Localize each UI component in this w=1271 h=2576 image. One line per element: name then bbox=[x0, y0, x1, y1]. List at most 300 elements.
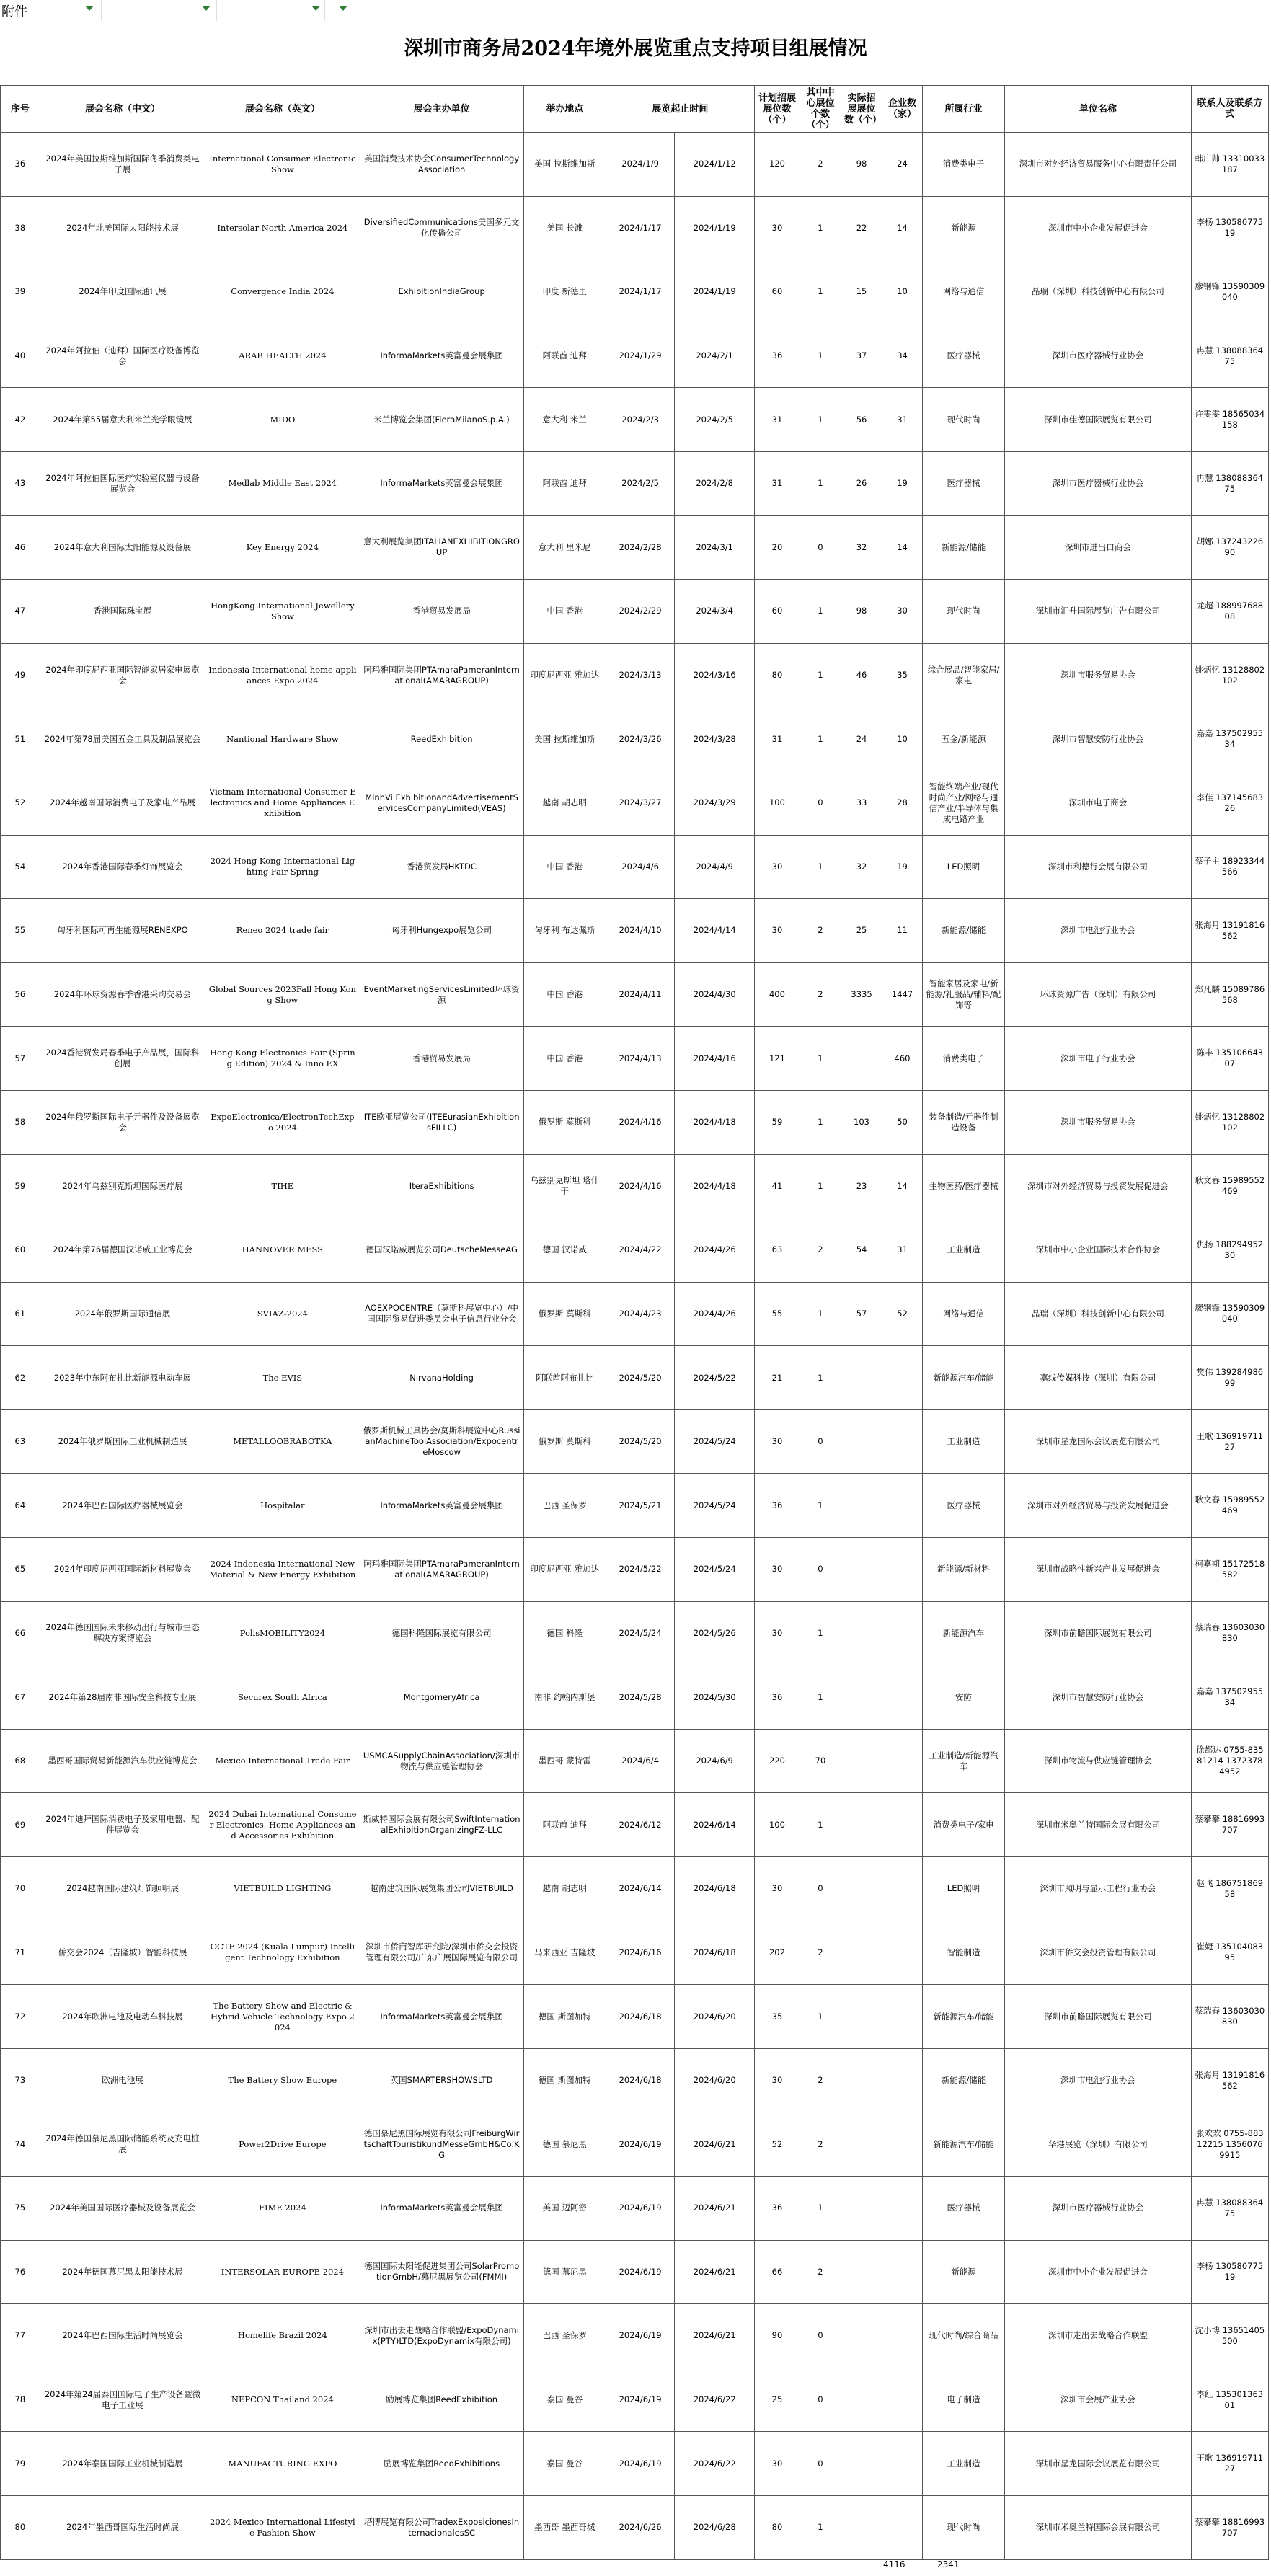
cell-contact: 冉慧 13808836475 bbox=[1191, 324, 1268, 388]
cell-en: Power2Drive Europe bbox=[205, 2112, 360, 2177]
cell-org: 匈牙利Hungexpo展览公司 bbox=[360, 899, 523, 963]
cell-firms: 24 bbox=[882, 133, 923, 197]
cell-industry: 安防 bbox=[922, 1665, 1004, 1730]
cell-plan: 31 bbox=[755, 707, 800, 771]
cell-place: 意大利 里米尼 bbox=[523, 515, 606, 580]
table-row bbox=[1, 515, 1269, 580]
cell-cn: 香港国际珠宝展 bbox=[40, 580, 205, 644]
cell-cn: 2024年第55届意大利米兰光学眼镜展 bbox=[40, 388, 205, 452]
cell-center: 1 bbox=[800, 451, 841, 515]
cell-no: 61 bbox=[1, 1282, 40, 1346]
cell-firms bbox=[882, 2177, 923, 2241]
cell-no: 60 bbox=[1, 1218, 40, 1283]
cell-plan: 30 bbox=[755, 899, 800, 963]
cell-contact: 李杨 13058077519 bbox=[1191, 196, 1268, 260]
cell-unit: 华港展览（深圳）有限公司 bbox=[1005, 2112, 1192, 2177]
cell-contact: 崔婕 13510408395 bbox=[1191, 1921, 1268, 1985]
cell-center: 2 bbox=[800, 2048, 841, 2112]
cell-unit: 深圳市前瞻国际展览有限公司 bbox=[1005, 1985, 1192, 2049]
cell-org: USMCASupplyChainAssociation/深圳市物流与供应链管理协会 bbox=[360, 1729, 523, 1793]
cell-contact: 胡娜 13724322690 bbox=[1191, 515, 1268, 580]
cell-place: 阿联酋 迪拜 bbox=[523, 451, 606, 515]
cell-unit: 深圳市汇升国际展览广告有限公司 bbox=[1005, 580, 1192, 644]
cell-industry: 生物医药/医疗器械 bbox=[922, 1154, 1004, 1218]
cell-org: 阿玛雅国际集团PTAmaraPameranInternational(AMARAGROUP) bbox=[360, 643, 523, 707]
cell-firms bbox=[882, 1921, 923, 1985]
cell-plan: 36 bbox=[755, 1474, 800, 1538]
cell-firms: 14 bbox=[882, 196, 923, 260]
cell-unit: 深圳市电池行业协会 bbox=[1005, 2048, 1192, 2112]
cell-no: 63 bbox=[1, 1409, 40, 1474]
cell-org: 米兰博览会集团(FieraMilanoS.p.A.) bbox=[360, 388, 523, 452]
cell-place: 德国 科隆 bbox=[523, 1601, 606, 1665]
table-row bbox=[1, 1921, 1269, 1985]
cell-firms bbox=[882, 1729, 923, 1793]
cell-org: EventMarketingServicesLimited环球资源 bbox=[360, 962, 523, 1027]
cell-unit: 晶瑞（深圳）科技创新中心有限公司 bbox=[1005, 1282, 1192, 1346]
cell-cn: 2024年墨西哥国际生活时尚展 bbox=[40, 2495, 205, 2559]
cell-end: 2024/6/20 bbox=[675, 2048, 755, 2112]
cell-place: 匈牙利 布达佩斯 bbox=[523, 899, 606, 963]
cell-start: 2024/4/16 bbox=[606, 1154, 675, 1218]
cell-cn: 2024年泰国国际工业机械制造展 bbox=[40, 2432, 205, 2496]
cell-no: 58 bbox=[1, 1090, 40, 1154]
cell-org: 励展博览集团ReedExhibitions bbox=[360, 2432, 523, 2496]
cell-end: 2024/3/29 bbox=[675, 771, 755, 835]
cell-firms: 31 bbox=[882, 1218, 923, 1283]
cell-place: 巴西 圣保罗 bbox=[523, 2304, 606, 2368]
cell-firms bbox=[882, 1857, 923, 1921]
cell-cn: 2024年第24届泰国国际电子生产设备暨微电子工业展 bbox=[40, 2368, 205, 2432]
cell-no: 78 bbox=[1, 2368, 40, 2432]
cell-org: DiversifiedCommunications美国多元文化传播公司 bbox=[360, 196, 523, 260]
cell-firms bbox=[882, 2432, 923, 2496]
cell-start: 2024/1/9 bbox=[606, 133, 675, 197]
table-row bbox=[1, 580, 1269, 644]
cell-start: 2024/6/18 bbox=[606, 1985, 675, 2049]
cell-place: 南非 约翰内斯堡 bbox=[523, 1665, 606, 1730]
cell-unit: 深圳市佳德国际展览有限公司 bbox=[1005, 388, 1192, 452]
cell-start: 2024/5/22 bbox=[606, 1538, 675, 1602]
cell-cn: 2024年环球资源春季香港采购交易会 bbox=[40, 962, 205, 1027]
cell-place: 美国 拉斯维加斯 bbox=[523, 707, 606, 771]
cell-plan: 30 bbox=[755, 2432, 800, 2496]
cell-cn: 2024年欧洲电池及电动车科技展 bbox=[40, 1985, 205, 2049]
cell-no: 71 bbox=[1, 1921, 40, 1985]
cell-start: 2024/6/19 bbox=[606, 2177, 675, 2241]
table-row bbox=[1, 1409, 1269, 1474]
cell-no: 69 bbox=[1, 1793, 40, 1857]
cell-en: METALLOOBRABOTKA bbox=[205, 1409, 360, 1474]
cell-plan: 66 bbox=[755, 2240, 800, 2304]
cell-end: 2024/4/14 bbox=[675, 899, 755, 963]
cell-firms bbox=[882, 1474, 923, 1538]
cell-firms bbox=[882, 2240, 923, 2304]
table-row bbox=[1, 1793, 1269, 1857]
cell-no: 74 bbox=[1, 2112, 40, 2177]
cell-org: IteraExhibitions bbox=[360, 1154, 523, 1218]
cell-unit: 深圳市服务贸易协会 bbox=[1005, 1090, 1192, 1154]
cell-unit: 深圳市会展产业协会 bbox=[1005, 2368, 1192, 2432]
cell-actual: 25 bbox=[841, 899, 882, 963]
cell-end: 2024/6/20 bbox=[675, 1985, 755, 2049]
cell-cn: 2024年德国慕尼黑国际储能系统及充电桩展 bbox=[40, 2112, 205, 2177]
cell-firms bbox=[882, 2112, 923, 2177]
cell-actual: 22 bbox=[841, 196, 882, 260]
cell-plan: 25 bbox=[755, 2368, 800, 2432]
cell-plan: 30 bbox=[755, 2048, 800, 2112]
cell-actual bbox=[841, 1921, 882, 1985]
cell-cn: 2024年美国拉斯维加斯国际冬季消费类电子展 bbox=[40, 133, 205, 197]
cell-contact: 张欢欢 0755-88312215 13560769915 bbox=[1191, 2112, 1268, 2177]
cell-no: 36 bbox=[1, 133, 40, 197]
cell-unit: 深圳市米奥兰特国际会展有限公司 bbox=[1005, 2495, 1192, 2559]
cell-start: 2024/4/23 bbox=[606, 1282, 675, 1346]
cell-industry: 消费类电子/家电 bbox=[922, 1793, 1004, 1857]
cell-no: 57 bbox=[1, 1027, 40, 1091]
cell-en: 2024 Dubai International Consumer Electronics, Home Appliances and Accessories Exhibition bbox=[205, 1793, 360, 1857]
cell-industry: 医疗器械 bbox=[922, 451, 1004, 515]
table-row bbox=[1, 1154, 1269, 1218]
cell-unit: 嘉线传媒科技（深圳）有限公司 bbox=[1005, 1346, 1192, 1410]
cell-org: InformaMarkets英富曼会展集团 bbox=[360, 451, 523, 515]
table-row bbox=[1, 1665, 1269, 1730]
cell-firms: 31 bbox=[882, 388, 923, 452]
cell-firms: 52 bbox=[882, 1282, 923, 1346]
cell-en: PolisMOBILITY2024 bbox=[205, 1601, 360, 1665]
cell-org: 阿玛雅国际集团PTAmaraPameranInternational(AMARAGROUP) bbox=[360, 1538, 523, 1602]
cell-place: 德国 汉诺威 bbox=[523, 1218, 606, 1283]
cell-actual: 15 bbox=[841, 260, 882, 324]
cell-industry: 现代时尚/综合商品 bbox=[922, 2304, 1004, 2368]
cell-no: 42 bbox=[1, 388, 40, 452]
table-row bbox=[1, 1346, 1269, 1410]
filter-dropdown-icon[interactable] bbox=[311, 6, 320, 11]
cell-actual: 98 bbox=[841, 133, 882, 197]
cell-cn: 2024年印度尼西亚国际新材料展览会 bbox=[40, 1538, 205, 1602]
cell-contact: 蔡子主 18923344566 bbox=[1191, 835, 1268, 899]
page-title: 深圳市商务局2024年境外展览重点支持项目组展情况 bbox=[404, 37, 867, 60]
cell-cn: 2024年迪拜国际消费电子及家用电器、配件展览会 bbox=[40, 1793, 205, 1857]
cell-end: 2024/5/30 bbox=[675, 1665, 755, 1730]
cell-contact: 许雯雯 18565034158 bbox=[1191, 388, 1268, 452]
cell-no: 38 bbox=[1, 196, 40, 260]
cell-actual: 32 bbox=[841, 835, 882, 899]
cell-en: Global Sources 2023Fall Hong Kong Show bbox=[205, 962, 360, 1027]
cell-unit: 深圳市侨交会投资管理有限公司 bbox=[1005, 1921, 1192, 1985]
cell-plan: 202 bbox=[755, 1921, 800, 1985]
cell-contact: 冉慧 13808836475 bbox=[1191, 451, 1268, 515]
cell-start: 2024/6/19 bbox=[606, 2432, 675, 2496]
cell-center: 1 bbox=[800, 2495, 841, 2559]
table-row bbox=[1, 1218, 1269, 1283]
cell-cn: 2024年俄罗斯国际工业机械制造展 bbox=[40, 1409, 205, 1474]
cell-no: 56 bbox=[1, 962, 40, 1027]
cell-cn: 2024年阿拉伯（迪拜）国际医疗设备博览会 bbox=[40, 324, 205, 388]
table-row bbox=[1, 643, 1269, 707]
cell-start: 2024/1/29 bbox=[606, 324, 675, 388]
cell-no: 70 bbox=[1, 1857, 40, 1921]
cell-firms: 1447 bbox=[882, 962, 923, 1027]
cell-start: 2024/2/5 bbox=[606, 451, 675, 515]
cell-firms: 19 bbox=[882, 835, 923, 899]
cell-end: 2024/2/8 bbox=[675, 451, 755, 515]
cell-cn: 2024年巴西国际医疗器械展览会 bbox=[40, 1474, 205, 1538]
cell-plan: 30 bbox=[755, 835, 800, 899]
cell-center: 1 bbox=[800, 1793, 841, 1857]
cell-start: 2024/6/19 bbox=[606, 2304, 675, 2368]
cell-actual: 33 bbox=[841, 771, 882, 835]
cell-org: InformaMarkets英富曼会展集团 bbox=[360, 324, 523, 388]
cell-cn: 2024年意大利国际太阳能源及设备展 bbox=[40, 515, 205, 580]
cell-actual bbox=[841, 2048, 882, 2112]
cell-industry: 消费类电子 bbox=[922, 1027, 1004, 1091]
cell-start: 2024/6/26 bbox=[606, 2495, 675, 2559]
cell-cn: 2024年阿拉伯国际医疗实验室仪器与设备展览会 bbox=[40, 451, 205, 515]
table-row bbox=[1, 1027, 1269, 1091]
cell-plan: 36 bbox=[755, 324, 800, 388]
cell-industry: 工业制造 bbox=[922, 1218, 1004, 1283]
cell-unit: 深圳市电池行业协会 bbox=[1005, 899, 1192, 963]
cell-start: 2024/6/16 bbox=[606, 1921, 675, 1985]
header-cell-b[interactable] bbox=[101, 0, 217, 21]
cell-en: Medlab Middle East 2024 bbox=[205, 451, 360, 515]
cell-cn: 2024年德国慕尼黑太阳能技术展 bbox=[40, 2240, 205, 2304]
cell-place: 德国 斯图加特 bbox=[523, 1985, 606, 2049]
cell-unit: 深圳市星龙国际会议展览有限公司 bbox=[1005, 1409, 1192, 1474]
cell-center: 0 bbox=[800, 2368, 841, 2432]
cell-actual: 57 bbox=[841, 1282, 882, 1346]
cell-en: The EVIS bbox=[205, 1346, 360, 1410]
cell-start: 2024/3/26 bbox=[606, 707, 675, 771]
cell-org: 德国国际太阳能促进集团公司SolarPromotionGmbH/慕尼黑展览公司(FMMI) bbox=[360, 2240, 523, 2304]
cell-actual bbox=[841, 2304, 882, 2368]
cell-industry: LED照明 bbox=[922, 835, 1004, 899]
cell-org: 深圳市侨商智库研究院/深圳市侨交会投资管理有限公司/广东广展国际展览有限公司 bbox=[360, 1921, 523, 1985]
cell-place: 乌兹别克斯坦 塔什干 bbox=[523, 1154, 606, 1218]
cell-firms: 14 bbox=[882, 515, 923, 580]
header-cell-c[interactable] bbox=[216, 0, 325, 21]
table-row bbox=[1, 1601, 1269, 1665]
cell-start: 2024/4/10 bbox=[606, 899, 675, 963]
cell-start: 2024/5/20 bbox=[606, 1346, 675, 1410]
cell-plan: 30 bbox=[755, 196, 800, 260]
cell-plan: 36 bbox=[755, 1665, 800, 1730]
cell-contact: 李杨 13058077519 bbox=[1191, 2240, 1268, 2304]
header-cell-a[interactable] bbox=[0, 0, 102, 21]
cell-en: Indonesia International home appliances Expo 2024 bbox=[205, 643, 360, 707]
table-row bbox=[1, 1282, 1269, 1346]
cell-contact: 沈小博 13651405500 bbox=[1191, 2304, 1268, 2368]
cell-no: 49 bbox=[1, 643, 40, 707]
cell-unit: 深圳市星龙国际会议展览有限公司 bbox=[1005, 2432, 1192, 2496]
cell-industry: 新能源/储能 bbox=[922, 2048, 1004, 2112]
cell-place: 中国 香港 bbox=[523, 835, 606, 899]
cell-start: 2024/5/20 bbox=[606, 1409, 675, 1474]
cell-cn: 2024年德国国际未来移动出行与城市生态解决方案博览会 bbox=[40, 1601, 205, 1665]
table-row bbox=[1, 835, 1269, 899]
cell-en: Convergence India 2024 bbox=[205, 260, 360, 324]
table-row bbox=[1, 2240, 1269, 2304]
table-row bbox=[1, 1857, 1269, 1921]
cell-end: 2024/4/26 bbox=[675, 1282, 755, 1346]
cell-plan: 60 bbox=[755, 260, 800, 324]
cell-center: 0 bbox=[800, 2304, 841, 2368]
cell-industry: 现代时尚 bbox=[922, 2495, 1004, 2559]
cell-no: 46 bbox=[1, 515, 40, 580]
cell-center: 1 bbox=[800, 707, 841, 771]
cell-cn: 2024年印度国际通讯展 bbox=[40, 260, 205, 324]
cell-firms: 460 bbox=[882, 1027, 923, 1091]
cell-firms: 10 bbox=[882, 260, 923, 324]
cell-firms bbox=[882, 2495, 923, 2559]
cell-unit: 深圳市电子行业协会 bbox=[1005, 1027, 1192, 1091]
cell-industry: 新能源/储能 bbox=[922, 515, 1004, 580]
cell-industry: 智能终端产业/现代时尚产业/网络与通信产业/半导体与集成电路产业 bbox=[922, 771, 1004, 835]
cell-start: 2024/2/28 bbox=[606, 515, 675, 580]
cell-center: 1 bbox=[800, 643, 841, 707]
cell-plan: 90 bbox=[755, 2304, 800, 2368]
cell-en: 2024 Indonesia International New Material & New Energy Exhibition bbox=[205, 1538, 360, 1602]
cell-center: 2 bbox=[800, 899, 841, 963]
cell-org: 香港贸发局HKTDC bbox=[360, 835, 523, 899]
cell-industry: 现代时尚 bbox=[922, 388, 1004, 452]
cell-industry: 新能源汽车/储能 bbox=[922, 2112, 1004, 2177]
cell-en: Vietnam International Consumer Electronics and Home Appliances Exhibition bbox=[205, 771, 360, 835]
cell-no: 75 bbox=[1, 2177, 40, 2241]
cell-unit: 深圳市智慧安防行业协会 bbox=[1005, 707, 1192, 771]
cell-industry: 新能源汽车/储能 bbox=[922, 1346, 1004, 1410]
cell-org: ExhibitionIndiaGroup bbox=[360, 260, 523, 324]
cell-start: 2024/3/27 bbox=[606, 771, 675, 835]
filter-dropdown-icon[interactable] bbox=[85, 6, 94, 11]
cell-unit: 晶瑞（深圳）科技创新中心有限公司 bbox=[1005, 260, 1192, 324]
cell-start: 2024/2/3 bbox=[606, 388, 675, 452]
cell-unit: 深圳市对外经济贸易与投资发展促进会 bbox=[1005, 1154, 1192, 1218]
cell-org: 德国科隆国际展览有限公司 bbox=[360, 1601, 523, 1665]
cell-en: FIME 2024 bbox=[205, 2177, 360, 2241]
cell-end: 2024/3/1 bbox=[675, 515, 755, 580]
cell-place: 越南 胡志明 bbox=[523, 1857, 606, 1921]
cell-center: 1 bbox=[800, 835, 841, 899]
cell-en: INTERSOLAR EUROPE 2024 bbox=[205, 2240, 360, 2304]
cell-actual bbox=[841, 1985, 882, 2049]
cell-firms bbox=[882, 1538, 923, 1602]
cell-org: 美国消费技术协会ConsumerTechnologyAssociation bbox=[360, 133, 523, 197]
table-row bbox=[1, 2368, 1269, 2432]
cell-center: 2 bbox=[800, 1218, 841, 1283]
column-header: 单位名称 bbox=[1005, 86, 1192, 133]
cell-en: The Battery Show Europe bbox=[205, 2048, 360, 2112]
cell-start: 2024/4/6 bbox=[606, 835, 675, 899]
filter-dropdown-icon[interactable] bbox=[339, 6, 347, 11]
cell-org: 俄罗斯机械工具协会/莫斯科展览中心RussianMachineToolAssociation/ExpocentreMoscow bbox=[360, 1409, 523, 1474]
cell-plan: 30 bbox=[755, 1601, 800, 1665]
header-cell-d[interactable] bbox=[324, 0, 440, 21]
cell-en: The Battery Show and Electric & Hybrid Vehicle Technology Expo 2024 bbox=[205, 1985, 360, 2049]
cell-place: 中国 香港 bbox=[523, 1027, 606, 1091]
cell-industry: 新能源汽车 bbox=[922, 1601, 1004, 1665]
cell-center: 0 bbox=[800, 771, 841, 835]
cell-actual bbox=[841, 1729, 882, 1793]
cell-cn: 2024年美国国际医疗器械及设备展览会 bbox=[40, 2177, 205, 2241]
cell-no: 80 bbox=[1, 2495, 40, 2559]
column-header: 序号 bbox=[1, 86, 40, 133]
cell-unit: 深圳市进出口商会 bbox=[1005, 515, 1192, 580]
filter-dropdown-icon[interactable] bbox=[202, 6, 211, 11]
cell-firms: 35 bbox=[882, 643, 923, 707]
cell-place: 俄罗斯 莫斯科 bbox=[523, 1409, 606, 1474]
cell-start: 2024/4/22 bbox=[606, 1218, 675, 1283]
cell-start: 2024/6/18 bbox=[606, 2048, 675, 2112]
cell-start: 2024/2/29 bbox=[606, 580, 675, 644]
cell-firms bbox=[882, 1985, 923, 2049]
cell-start: 2024/1/17 bbox=[606, 260, 675, 324]
table-row bbox=[1, 1538, 1269, 1602]
cell-place: 德国 慕尼黑 bbox=[523, 2112, 606, 2177]
cell-contact: 赵飞 18675186958 bbox=[1191, 1857, 1268, 1921]
table-row bbox=[1, 771, 1269, 835]
cell-industry: 网络与通信 bbox=[922, 260, 1004, 324]
cell-org: 斯威特国际会展有限公司SwiftInternationalExhibitionOrganizingFZ-LLC bbox=[360, 1793, 523, 1857]
cell-cn: 2023年中东阿布扎比新能源电动车展 bbox=[40, 1346, 205, 1410]
table-row bbox=[1, 2304, 1269, 2368]
cell-actual bbox=[841, 1538, 882, 1602]
cell-firms: 11 bbox=[882, 899, 923, 963]
cell-start: 2024/5/24 bbox=[606, 1601, 675, 1665]
cell-cn: 2024年第28届南非国际安全科技专业展 bbox=[40, 1665, 205, 1730]
cell-end: 2024/4/16 bbox=[675, 1027, 755, 1091]
cell-actual: 23 bbox=[841, 1154, 882, 1218]
cell-org: MontgomeryAfrica bbox=[360, 1665, 523, 1730]
cell-plan: 120 bbox=[755, 133, 800, 197]
cell-plan: 30 bbox=[755, 1857, 800, 1921]
cell-no: 55 bbox=[1, 899, 40, 963]
cell-center: 1 bbox=[800, 1474, 841, 1538]
cell-plan: 80 bbox=[755, 643, 800, 707]
cell-contact: 冉慧 13808836475 bbox=[1191, 2177, 1268, 2241]
cell-org: AOEXPOCENTRE（莫斯科展览中心）/中国国际贸易促进委员会电子信息行业分会 bbox=[360, 1282, 523, 1346]
cell-org: ITE欧亚展览公司(ITEEurasianExhibitionsFILLC) bbox=[360, 1090, 523, 1154]
column-header: 展会名称（中文） bbox=[40, 86, 205, 133]
cell-end: 2024/4/9 bbox=[675, 835, 755, 899]
cell-cn: 2024年俄罗斯国际通信展 bbox=[40, 1282, 205, 1346]
cell-org: MinhVi ExhibitionandAdvertisementServicesCompanyLimited(VEAS) bbox=[360, 771, 523, 835]
cell-en: Intersolar North America 2024 bbox=[205, 196, 360, 260]
cell-no: 54 bbox=[1, 835, 40, 899]
cell-cn: 2024香港贸发局春季电子产品展，国际科创展 bbox=[40, 1027, 205, 1091]
cell-no: 76 bbox=[1, 2240, 40, 2304]
cell-actual bbox=[841, 1857, 882, 1921]
cell-no: 67 bbox=[1, 1665, 40, 1730]
table-header-row bbox=[1, 86, 1269, 133]
cell-unit: 深圳市中小企业发展促进会 bbox=[1005, 2240, 1192, 2304]
cell-start: 2024/5/28 bbox=[606, 1665, 675, 1730]
column-header: 企业数（家） bbox=[882, 86, 923, 133]
cell-firms: 14 bbox=[882, 1154, 923, 1218]
cell-unit: 深圳市米奥兰特国际会展有限公司 bbox=[1005, 1793, 1192, 1857]
cell-industry: 消费类电子 bbox=[922, 133, 1004, 197]
cell-contact: 张海月 13191816562 bbox=[1191, 899, 1268, 963]
cell-place: 美国 长滩 bbox=[523, 196, 606, 260]
cell-industry: 现代时尚 bbox=[922, 580, 1004, 644]
cell-cn: 2024年乌兹别克斯坦国际医疗展 bbox=[40, 1154, 205, 1218]
cell-plan: 60 bbox=[755, 580, 800, 644]
cell-industry: 智能制造 bbox=[922, 1921, 1004, 1985]
cell-place: 意大利 米兰 bbox=[523, 388, 606, 452]
cell-no: 66 bbox=[1, 1601, 40, 1665]
cell-plan: 52 bbox=[755, 2112, 800, 2177]
